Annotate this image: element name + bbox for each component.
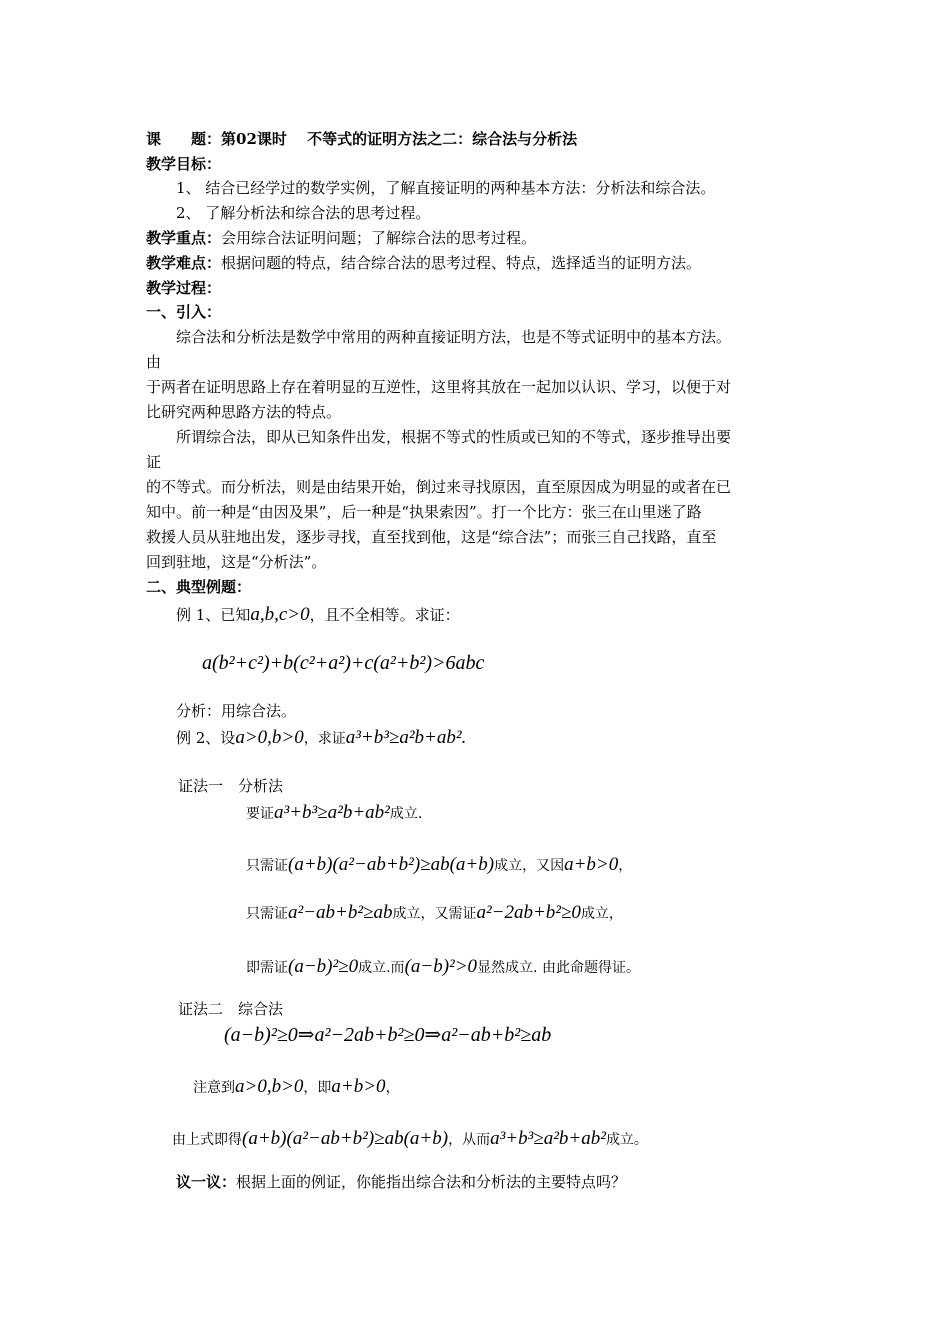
- difficulty-line: [146, 252, 701, 274]
- difficulty-label: 教学难点：: [146, 254, 222, 272]
- step-formula-2: (a−b)²>0: [404, 956, 478, 977]
- example-1-formula: a(b²+c²)+b(c²+a²)+c(a²+b²)>6abc: [202, 652, 485, 674]
- step-suffix: 成立.: [389, 806, 423, 822]
- example-2-condition: a>0,b>0: [235, 727, 304, 748]
- conclusion-prefix: 由上式即得: [172, 1132, 242, 1148]
- discussion-label: 议一议：: [176, 1173, 237, 1191]
- example-1-condition: a,b,c>0: [250, 604, 310, 625]
- example-2-statement: [176, 727, 466, 750]
- intro-line: 综合法和分析法是数学中常用的两种直接证明方法，也是不等式证明中的基本方法。: [176, 328, 732, 346]
- method-2-title: 证法二 综合法: [178, 1000, 284, 1018]
- example-1-prefix: 例 1、已知: [176, 606, 251, 624]
- difficulty-text: 根据问题的特点，结合综合法的思考过程、特点，选择适当的证明方法。: [221, 254, 702, 272]
- course-label: 课 题：: [146, 130, 222, 148]
- process-heading: 教学过程：: [146, 279, 222, 297]
- objective-item-2: 2、 了解分析法和综合法的思考过程。: [176, 204, 431, 222]
- course-line: [146, 128, 577, 150]
- step-prefix: 只需证: [246, 858, 288, 874]
- example-2-claim: a³+b³≥a²b+ab².: [345, 727, 467, 748]
- example-1-analysis: 分析：用综合法。: [176, 702, 297, 720]
- step-suffix: 显然成立. 由此命题得证。: [477, 960, 640, 976]
- intro-line: 的不等式。而分析法，则是由结果开始，倒过来寻找原因，直至原因成为明显的或者在已: [146, 478, 732, 496]
- step-formula-2: a+b>0: [564, 854, 619, 875]
- intro-line: 比研究两种思路方法的特点。: [146, 403, 342, 421]
- method-1-step-4: [246, 956, 640, 979]
- step-formula: a²−ab+b²≥ab: [288, 902, 393, 923]
- method-1-step-3: [246, 902, 623, 925]
- intro-line: 回到驻地，这是“分析法”。: [146, 553, 327, 571]
- method-1-title: 证法一 分析法: [178, 777, 284, 795]
- intro-line: 救援人员从驻地出发，逐步寻找，直至找到他，这是“综合法”；而张三自己找路，直至: [146, 528, 717, 546]
- note-suffix: ，: [385, 1080, 400, 1096]
- example-1-suffix: ，且不全相等。求证：: [309, 606, 460, 624]
- intro-line: 知中。前一种是“由因及果”，后一种是“执果索因”。打一个比方：张三在山里迷了路: [146, 503, 702, 521]
- method-1-step-1: [246, 802, 422, 825]
- step-mid: 成立.而: [358, 960, 405, 976]
- intro-line: 证: [146, 453, 162, 471]
- example-2-prefix: 例 2、设: [176, 729, 236, 747]
- step-formula: (a−b)²≥0: [288, 956, 359, 977]
- course-title: 第02课时 不等式的证明方法之二：综合法与分析法: [221, 130, 578, 148]
- step-prefix: 即需证: [246, 960, 288, 976]
- step-formula: a³+b³≥a²b+ab²: [274, 802, 390, 823]
- example-2-mid: ，求证: [303, 731, 346, 747]
- method-2-conclusion: [172, 1128, 648, 1151]
- objectives-heading: 教学目标：: [146, 155, 222, 173]
- discussion-text: 根据上面的例证，你能指出综合法和分析法的主要特点吗？: [236, 1173, 627, 1191]
- conclusion-formula-2: a³+b³≥a²b+ab²: [490, 1128, 606, 1149]
- step-prefix: 只需证: [246, 906, 288, 922]
- intro-heading: 一、引入：: [146, 303, 222, 321]
- step-suffix: 成立，: [580, 906, 623, 922]
- example-1-statement: [176, 604, 460, 626]
- step-mid: 成立，又因: [494, 858, 565, 874]
- intro-line: 由: [146, 353, 162, 371]
- step-suffix: ，: [618, 858, 633, 874]
- note-formula: a>0,b>0: [235, 1076, 304, 1097]
- step-prefix: 要证: [246, 806, 274, 822]
- key-point-text: 会用综合法证明问题；了解综合法的思考过程。: [221, 229, 537, 247]
- key-point-line: [146, 227, 536, 249]
- method-2-chain: (a−b)²≥0⇒a²−2ab+b²≥0⇒a²−ab+b²≥ab: [224, 1024, 552, 1046]
- intro-line: 于两者在证明思路上存在着明显的互逆性，这里将其放在一起加以认识、学习，以便于对: [146, 378, 732, 396]
- step-mid: 成立，又需证: [392, 906, 477, 922]
- method-2-note: [193, 1076, 400, 1099]
- conclusion-mid: ，从而: [448, 1132, 491, 1148]
- key-point-label: 教学重点：: [146, 229, 222, 247]
- note-prefix: 注意到: [193, 1080, 235, 1096]
- conclusion-suffix: 成立。: [605, 1132, 648, 1148]
- conclusion-formula: (a+b)(a²−ab+b²)≥ab(a+b): [242, 1128, 449, 1149]
- note-mid: ，即: [303, 1080, 332, 1096]
- intro-line: 所谓综合法，即从已知条件出发，根据不等式的性质或已知的不等式，逐步推导出要: [176, 428, 732, 446]
- step-formula-2: a²−2ab+b²≥0: [476, 902, 581, 923]
- note-formula-2: a+b>0: [331, 1076, 386, 1097]
- method-1-step-2: [246, 854, 632, 877]
- step-formula: (a+b)(a²−ab+b²)≥ab(a+b): [288, 854, 495, 875]
- objective-item-1: 1、 结合已经学过的数学实例，了解直接证明的两种基本方法：分析法和综合法。: [176, 179, 716, 197]
- examples-heading: 二、典型例题：: [146, 578, 252, 596]
- discussion-line: [176, 1171, 626, 1193]
